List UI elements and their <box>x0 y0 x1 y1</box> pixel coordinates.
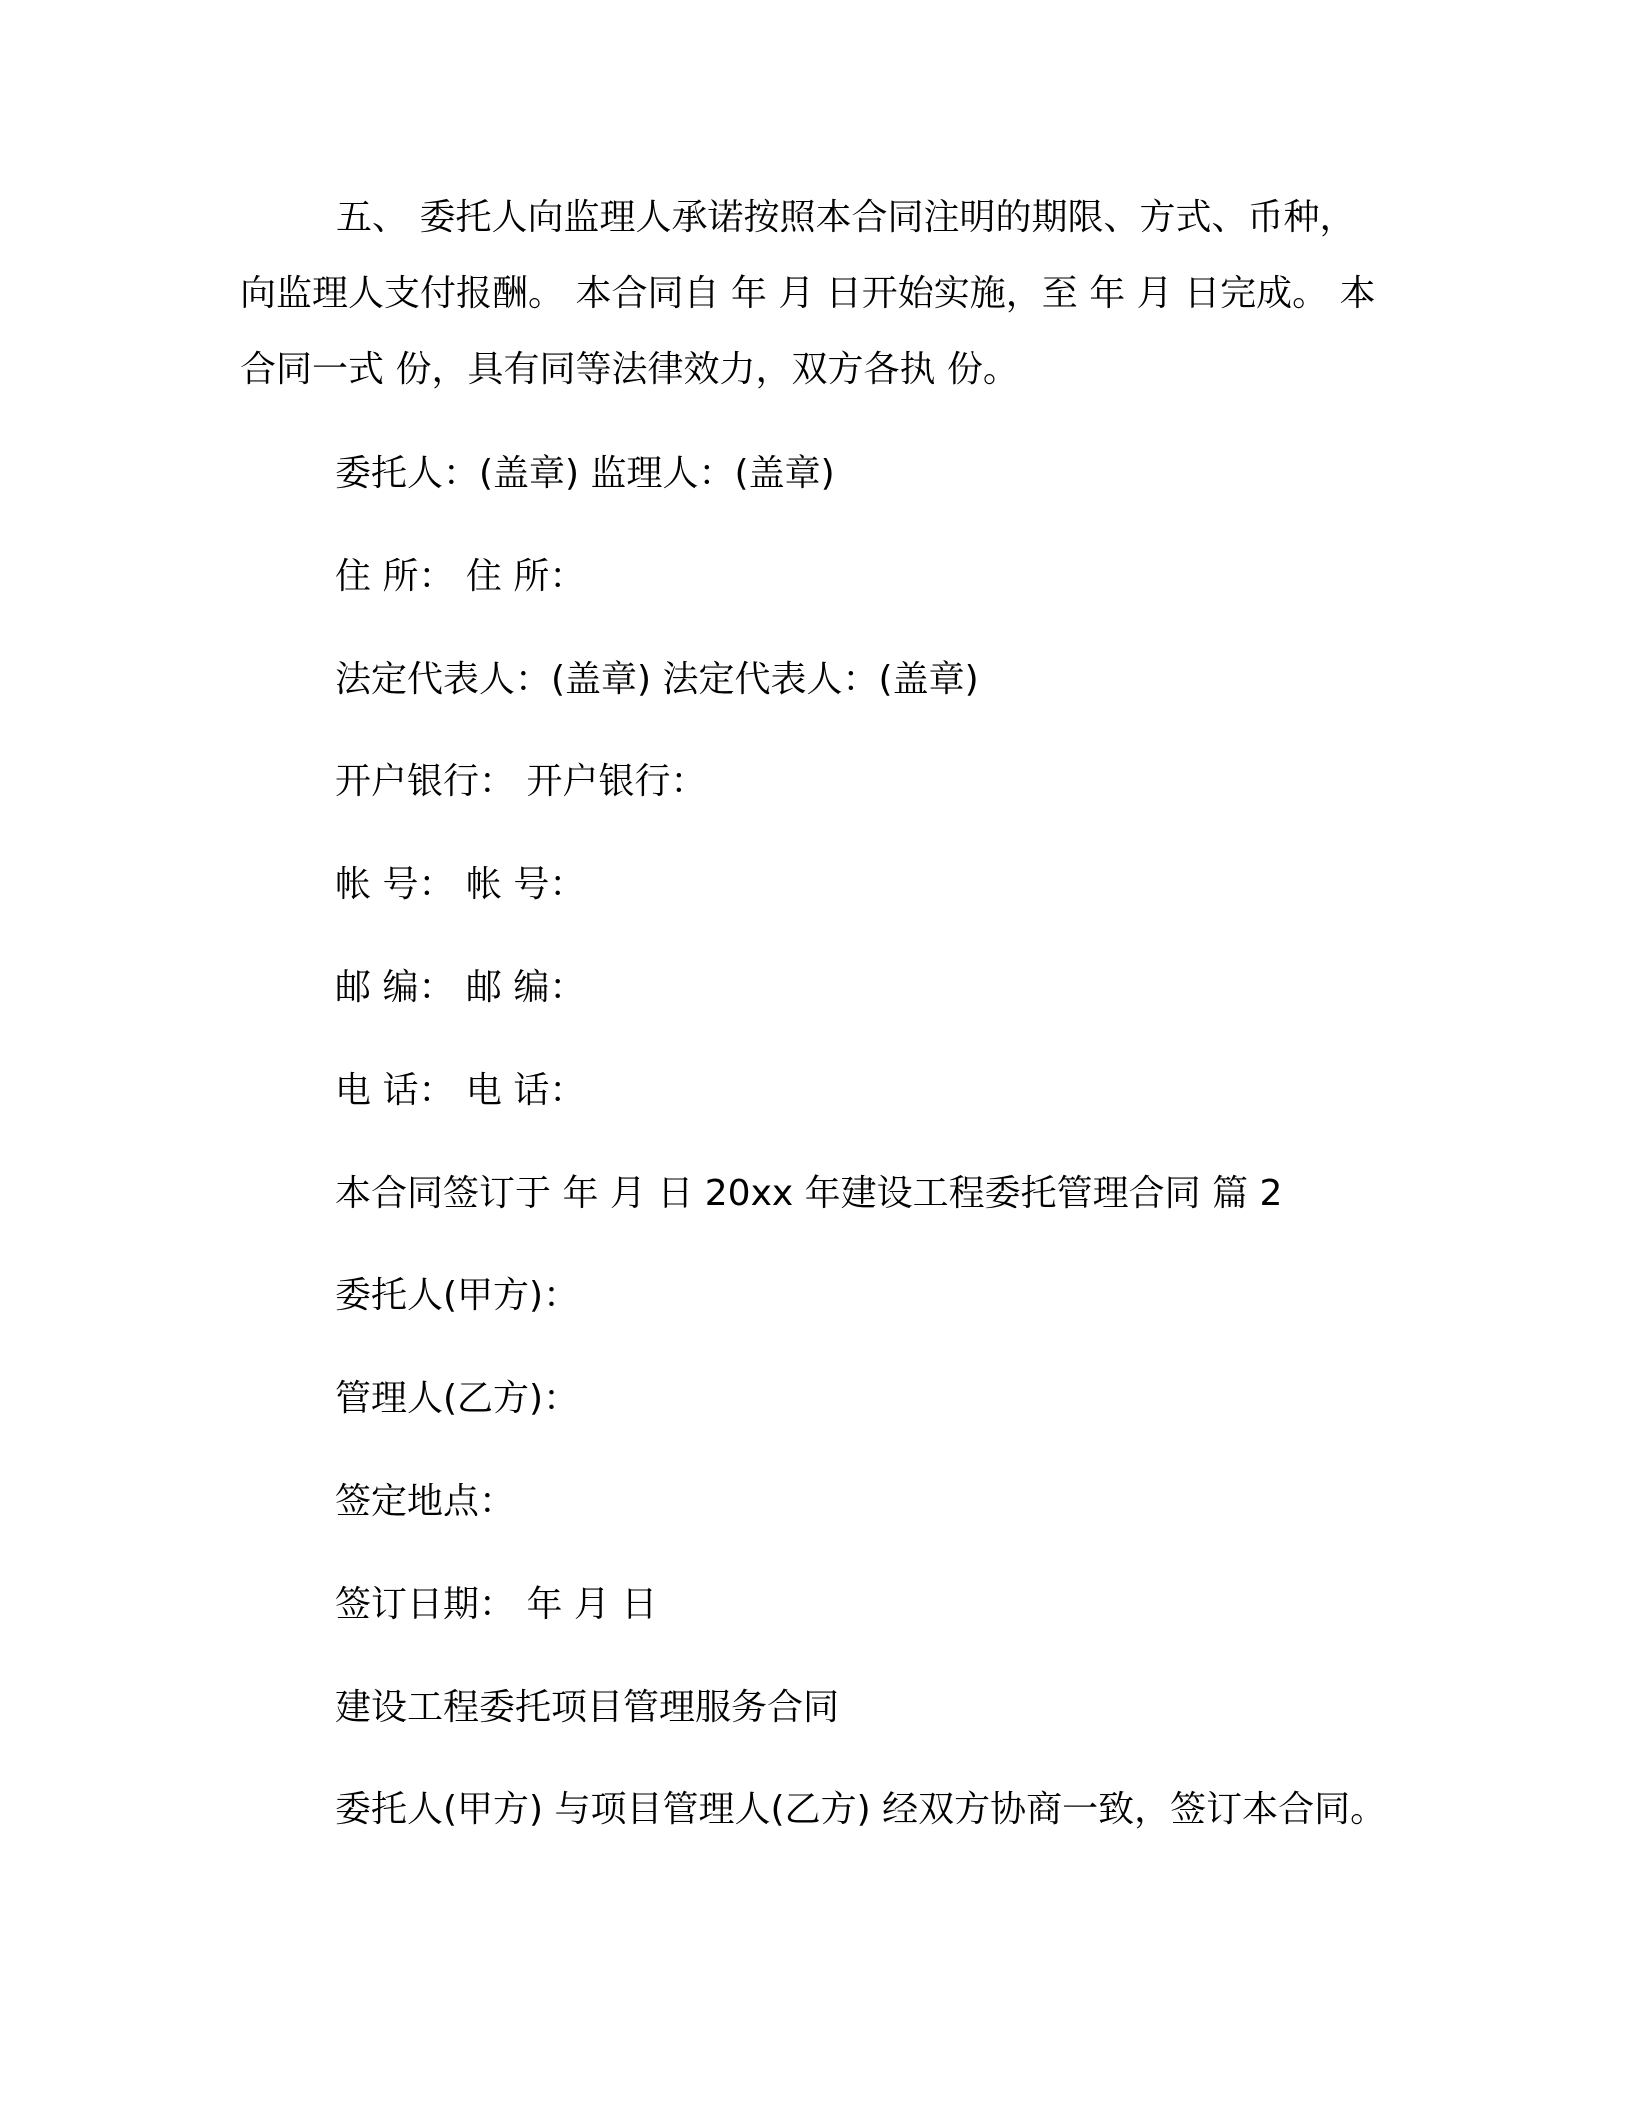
line-postcode: 邮 编： 邮 编： <box>335 967 586 1008</box>
line-entrusting-party-seal: 委托人：(盖章) 监理人：(盖章) <box>335 453 835 494</box>
line-manager-party-b: 管理人(乙方)： <box>335 1378 580 1419</box>
line-contract-title: 建设工程委托项目管理服务合同 <box>335 1687 840 1728</box>
line-signing-date: 签订日期： 年 月 日 <box>335 1584 658 1625</box>
line-signing-place: 签定地点： <box>335 1481 516 1522</box>
line-agreement-statement: 委托人(甲方) 与项目管理人(乙方) 经双方协商一致，签订本合同。 <box>335 1789 1387 1830</box>
line-client-party-a: 委托人(甲方)： <box>335 1275 580 1316</box>
paragraph-payment-terms: 五、 委托人向监理人承诺按照本合同注明的期限、方式、币种，向监理人支付报酬。 本合同自 年 月 日开始实施，至 年 月 日完成。 本合同一式 份，具有同等法律效力，双方各执 份。 <box>240 197 1376 390</box>
line-legal-representative-seal: 法定代表人：(盖章) 法定代表人：(盖章) <box>335 659 979 700</box>
line-phone: 电 话： 电 话： <box>335 1070 586 1111</box>
line-account: 帐 号： 帐 号： <box>335 864 586 905</box>
line-signed-on-and-title: 本合同签订于 年 月 日 20xx 年建设工程委托管理合同 篇 2 <box>335 1173 1283 1214</box>
line-residence: 住 所： 住 所： <box>335 556 586 597</box>
line-bank: 开户银行： 开户银行： <box>335 761 707 802</box>
